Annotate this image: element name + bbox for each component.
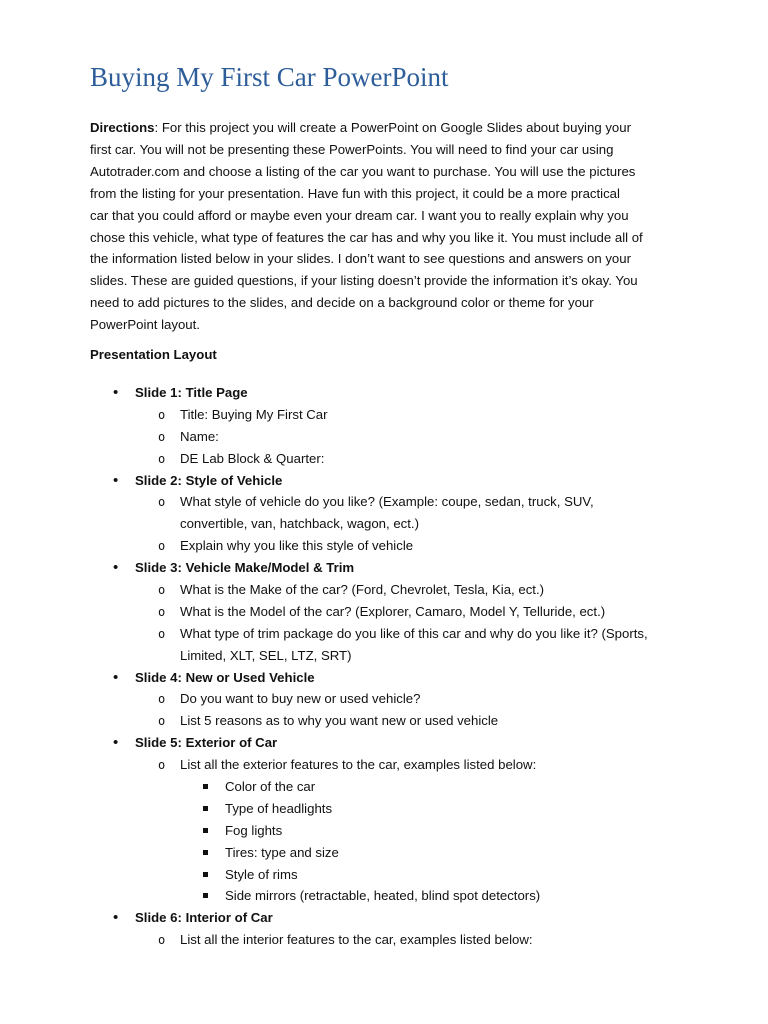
outline-item-text: Color of the car [225, 779, 316, 795]
sub-bullet-item [0, 929, 768, 951]
outline-item-text: Do you want to buy new or used vehicle? [180, 691, 421, 707]
outline-item-text: Name: [180, 428, 219, 444]
bullet-dot-icon [113, 470, 118, 492]
directions-line: slides. These are guided questions, if your listing doesn’t provide the information it’s okay. You [90, 273, 638, 289]
outline-item-text: Title: Buying My First Car [180, 406, 328, 422]
bullet-dot-icon [113, 382, 118, 404]
outline-item-text: Fog lights [225, 822, 283, 838]
bullet-circle-icon [158, 710, 165, 733]
directions-line: need to add pictures to the slides, and decide on a background color or theme for your [90, 295, 594, 311]
slide-bullet-item [0, 470, 768, 492]
detail-bullet-item [0, 842, 768, 864]
document-title: Buying My First Car PowerPoint [90, 62, 449, 92]
bullet-dot-icon [113, 557, 118, 579]
bullet-dot-icon [113, 732, 118, 754]
outline-item-text: Style of rims [225, 866, 298, 882]
bullet-circle-icon [158, 448, 165, 471]
directions-paragraph [90, 117, 690, 336]
sub-bullet-continuation [0, 513, 768, 535]
directions-line: from the listing for your presentation. Have fun with this project, it could be a more practical [90, 185, 620, 201]
directions-line: the information listed below in your slides. I don’t want to see questions and answers on your [90, 251, 631, 267]
sub-bullet-item [0, 491, 768, 513]
sub-bullet-item [0, 623, 768, 645]
detail-bullet-item [0, 798, 768, 820]
outline-item-text: convertible, van, hatchback, wagon, ect.) [180, 516, 419, 532]
outline-item-text: DE Lab Block & Quarter: [180, 450, 325, 466]
section-heading: Presentation Layout [90, 347, 217, 362]
detail-bullet-item [0, 820, 768, 842]
slide-bullet-item [0, 382, 768, 404]
outline-item-text: Limited, XLT, SEL, LTZ, SRT) [180, 647, 352, 663]
outline-item-text: What is the Make of the car? (Ford, Chevrolet, Tesla, Kia, ect.) [180, 582, 545, 598]
directions-line [90, 117, 690, 139]
bullet-circle-icon [158, 491, 165, 514]
sub-bullet-continuation [0, 645, 768, 667]
outline-item-text: Slide 4: New or Used Vehicle [135, 669, 315, 685]
sub-bullet-item [0, 601, 768, 623]
bullet-circle-icon [158, 601, 165, 624]
directions-label: Directions [90, 120, 155, 135]
slide-bullet-item [0, 557, 768, 579]
bullet-square-icon [203, 820, 208, 842]
outline-item-text: Explain why you like this style of vehicle [180, 538, 414, 554]
outline-item-text: What style of vehicle do you like? (Example: coupe, sedan, truck, SUV, [180, 494, 594, 510]
outline-item-text: Slide 2: Style of Vehicle [135, 472, 283, 488]
slide-bullet-item [0, 907, 768, 929]
directions-line: chose this vehicle, what type of features the car has and why you like it. You must include all of [90, 229, 643, 245]
outline-item-text: What type of trim package do you like of this car and why do you like it? (Sports, [180, 625, 648, 641]
detail-bullet-item [0, 864, 768, 886]
sub-bullet-item [0, 426, 768, 448]
bullet-square-icon [203, 885, 208, 907]
outline-item-text: Slide 3: Vehicle Make/Model & Trim [135, 560, 355, 576]
outline-item-text: List 5 reasons as to why you want new or used vehicle [180, 713, 499, 729]
outline-item-text: Slide 5: Exterior of Car [135, 735, 278, 751]
directions-line: car that you could afford or maybe even your dream car. I want you to really explain why you [90, 207, 629, 223]
bullet-circle-icon [158, 623, 165, 646]
outline-item-text: What is the Model of the car? (Explorer, Camaro, Model Y, Telluride, ect.) [180, 603, 606, 619]
bullet-circle-icon [158, 688, 165, 711]
bullet-circle-icon [158, 404, 165, 427]
sub-bullet-item [0, 688, 768, 710]
sub-bullet-item [0, 448, 768, 470]
bullet-dot-icon [113, 907, 118, 929]
outline-item-text: Slide 1: Title Page [135, 385, 248, 400]
bullet-square-icon [203, 864, 208, 886]
outline-item-text: Type of headlights [225, 800, 333, 816]
presentation-outline [0, 382, 768, 951]
slide-bullet-item [0, 732, 768, 754]
directions-line: first car. You will not be presenting these PowerPoints. You will need to find your car using [90, 141, 614, 157]
bullet-square-icon [203, 798, 208, 820]
outline-item-text: Slide 6: Interior of Car [135, 910, 273, 926]
bullet-circle-icon [158, 535, 165, 558]
bullet-square-icon [203, 842, 208, 864]
outline-item-text: Tires: type and size [225, 844, 339, 860]
detail-bullet-item [0, 885, 768, 907]
bullet-circle-icon [158, 754, 165, 777]
bullet-circle-icon [158, 579, 165, 602]
bullet-circle-icon [158, 929, 165, 952]
sub-bullet-item [0, 404, 768, 426]
outline-item-text: Side mirrors (retractable, heated, blind spot detectors) [225, 888, 541, 904]
sub-bullet-item [0, 579, 768, 601]
directions-line: Autotrader.com and choose a listing of the car you want to purchase. You will use the pictures [90, 163, 636, 179]
directions-line: PowerPoint layout. [90, 317, 200, 333]
sub-bullet-item [0, 754, 768, 776]
sub-bullet-item [0, 535, 768, 557]
outline-item-text: List all the exterior features to the car, examples listed below: [180, 757, 537, 773]
bullet-square-icon [203, 776, 208, 798]
sub-bullet-item [0, 710, 768, 732]
directions-line-text: : For this project you will create a PowerPoint on Google Slides about buying your [154, 120, 631, 135]
slide-bullet-item [0, 667, 768, 689]
outline-item-text: List all the interior features to the car, examples listed below: [180, 932, 533, 948]
bullet-dot-icon [113, 667, 118, 689]
bullet-circle-icon [158, 426, 165, 449]
detail-bullet-item [0, 776, 768, 798]
